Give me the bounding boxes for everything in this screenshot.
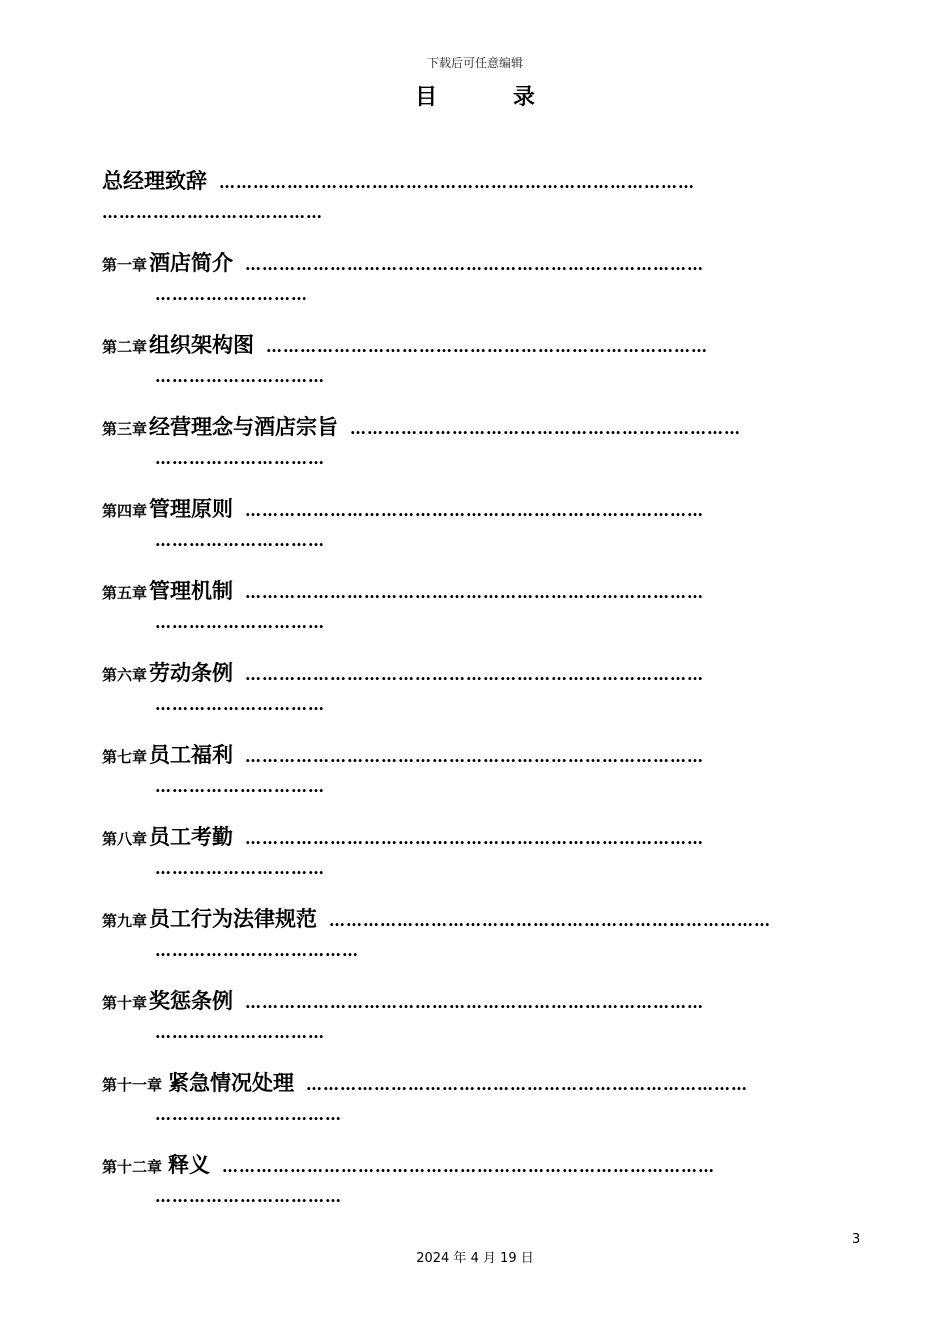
toc-chapter-number: 第一章 <box>102 256 148 274</box>
toc-leader-dots: …………………………………………………………… <box>350 419 742 438</box>
toc-chapter-number: 第十二章 <box>102 1158 163 1176</box>
toc-chapter-number: 第六章 <box>102 666 148 684</box>
toc-leader-dots-continued: …………………………… <box>155 1187 342 1206</box>
toc-leader-dots: ……………………………………………………………………… <box>245 829 705 848</box>
toc-entry-title: 管理原则 <box>149 496 234 521</box>
toc-entry-title: 员工考勤 <box>149 824 234 849</box>
toc-chapter-number: 第七章 <box>102 748 148 766</box>
toc-leader-dots-continued: ………………………… <box>155 531 325 550</box>
toc-chapter-number: 第五章 <box>102 584 148 602</box>
toc-entry-title: 员工福利 <box>149 742 234 767</box>
toc-entry-chapter-7[interactable] <box>102 739 860 821</box>
toc-leader-dots: ……………………………………………………………………… <box>245 993 705 1012</box>
toc-leader-dots: ………………………………………………………………………… <box>219 173 695 192</box>
toc-leader-dots-continued: ……………………………… <box>155 941 359 960</box>
toc-leader-dots-continued: ………………………… <box>155 859 325 878</box>
toc-entry-preface[interactable] <box>102 165 860 247</box>
toc-chapter-number: 第十一章 <box>102 1076 163 1094</box>
page-number: 3 <box>852 1232 861 1247</box>
toc-entry-title: 经营理念与酒店宗旨 <box>149 414 339 439</box>
toc-entry-chapter-12[interactable] <box>102 1149 860 1231</box>
toc-chapter-number: 第九章 <box>102 912 148 930</box>
toc-entry-title: 员工行为法律规范 <box>149 906 318 931</box>
toc-leader-dots: …………………………………………………………………… <box>306 1075 749 1094</box>
toc-leader-dots: ……………………………………………………………………… <box>245 583 705 602</box>
toc-entry-title: 释义 <box>168 1152 211 1177</box>
toc-entry-title: 奖惩条例 <box>149 988 234 1013</box>
toc-leader-dots: ……………………………………………………………………… <box>245 747 705 766</box>
toc-leader-dots-continued: …………………………… <box>155 1105 342 1124</box>
toc-leader-dots-continued: ……………………… <box>155 285 308 304</box>
toc-entry-title: 管理机制 <box>149 578 234 603</box>
toc-leader-dots-continued: ………………………… <box>155 449 325 468</box>
toc-leader-dots: ……………………………………………………………………… <box>245 501 705 520</box>
toc-entry-title: 组织架构图 <box>149 332 255 357</box>
toc-leader-dots: …………………………………………………………………… <box>266 337 709 356</box>
toc-leader-dots-continued: ………………………………… <box>102 203 323 222</box>
footer-date: 2024 年 4 月 19 日 <box>416 1251 534 1266</box>
toc-entry-chapter-2[interactable] <box>102 329 860 411</box>
toc-leader-dots: …………………………………………………………………………… <box>222 1157 716 1176</box>
toc-chapter-number: 第三章 <box>102 420 148 438</box>
toc-entry-chapter-4[interactable] <box>102 493 860 575</box>
toc-leader-dots: …………………………………………………………………… <box>329 911 772 930</box>
toc-entry-chapter-1[interactable] <box>102 247 860 329</box>
toc-entry-chapter-11[interactable] <box>102 1067 860 1149</box>
toc-entry-title: 劳动条例 <box>149 660 234 685</box>
toc-entry-chapter-3[interactable] <box>102 411 860 493</box>
toc-leader-dots: ……………………………………………………………………… <box>245 255 705 274</box>
toc-entry-title: 酒店简介 <box>149 250 234 275</box>
toc-entry-chapter-10[interactable] <box>102 985 860 1067</box>
table-of-contents <box>102 165 860 1231</box>
toc-chapter-number: 第十章 <box>102 994 148 1012</box>
toc-entry-chapter-9[interactable] <box>102 903 860 985</box>
toc-leader-dots-continued: ………………………… <box>155 367 325 386</box>
toc-entry-chapter-8[interactable] <box>102 821 860 903</box>
toc-title: 目 录 <box>415 84 569 110</box>
toc-entry-chapter-5[interactable] <box>102 575 860 657</box>
toc-leader-dots: ……………………………………………………………………… <box>245 665 705 684</box>
header-note: 下载后可任意编辑 <box>426 56 523 70</box>
toc-leader-dots-continued: ………………………… <box>155 1023 325 1042</box>
toc-leader-dots-continued: ………………………… <box>155 777 325 796</box>
toc-chapter-number: 第八章 <box>102 830 148 848</box>
toc-leader-dots-continued: ………………………… <box>155 695 325 714</box>
toc-chapter-number: 第二章 <box>102 338 148 356</box>
toc-leader-dots-continued: ………………………… <box>155 613 325 632</box>
toc-entry-title: 总经理致辞 <box>102 168 207 193</box>
toc-chapter-number: 第四章 <box>102 502 148 520</box>
toc-entry-chapter-6[interactable] <box>102 657 860 739</box>
toc-entry-title: 紧急情况处理 <box>168 1070 295 1095</box>
